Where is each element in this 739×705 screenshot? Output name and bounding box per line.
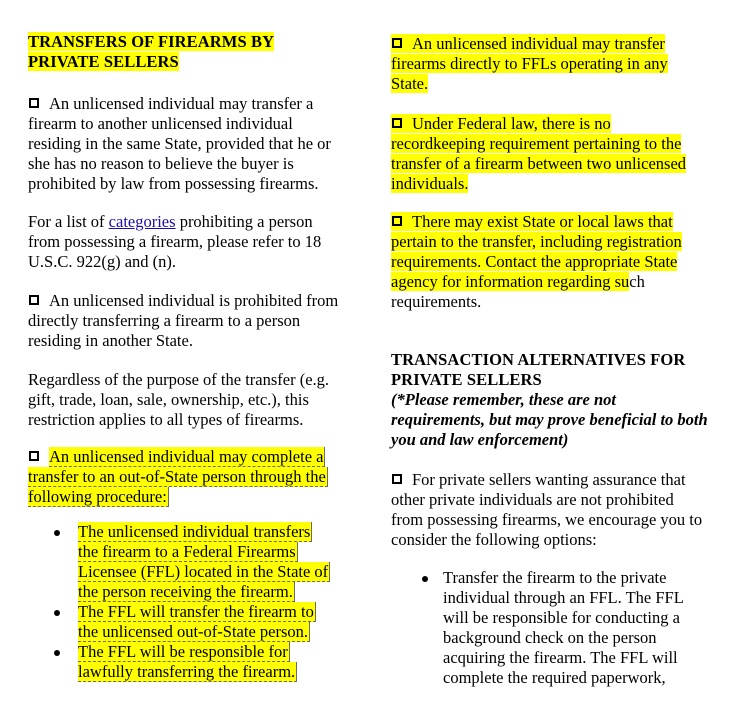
- paragraph-same-state: [28, 94, 340, 194]
- paragraph-text-line: ch: [629, 272, 645, 291]
- bullet-icon: [54, 530, 60, 536]
- paragraph-text-line: An unlicensed individual may complete a: [49, 447, 324, 466]
- list-item: [391, 568, 691, 688]
- paragraph-other-state: [28, 291, 340, 351]
- paragraph-text-line: pertain to the transfer, including registration: [391, 232, 682, 251]
- paragraph-text-line: following procedure:: [28, 487, 167, 506]
- paragraph-text: An unlicensed individual may transfer a firearm to another unlicensed individual residing in the same State, provided that he or she has no reason to believe the buyer is prohibited by law from possessing firearms.: [28, 94, 331, 193]
- heading-line: PRIVATE SELLERS: [391, 370, 542, 389]
- paragraph-text: An unlicensed individual is prohibited from directly transferring a firearm to a person residing in another State.: [28, 291, 339, 350]
- paragraph-text: Regardless of the purpose of the transfer (e.g. gift, trade, loan, sale, ownership, etc.), this restriction applies to all types of firearms.: [28, 370, 330, 429]
- list-item-line: lawfully transferring the firearm.: [78, 662, 296, 681]
- paragraph-state-local-laws: [391, 212, 713, 312]
- bullet-icon: [422, 576, 428, 582]
- list-item: [28, 642, 350, 682]
- heading-line: PRIVATE SELLERS: [28, 52, 179, 71]
- section-heading-transfers: [28, 32, 350, 72]
- paragraph-text: For private sellers wanting assurance that other private individuals are not prohibited from possessing firearms, we encourage you to consider the following options:: [391, 470, 703, 549]
- options-list: [391, 568, 691, 688]
- checkbox-icon: [392, 38, 402, 48]
- paragraph-regardless: [28, 370, 343, 430]
- list-item-line: The unlicensed individual transfers: [78, 522, 311, 541]
- list-item-line: Licensee (FFL) located in the State of: [78, 562, 329, 581]
- categories-link[interactable]: categories: [108, 212, 176, 231]
- paragraph-text: prohibiting a person from possessing a firearm, please refer to 18 U.S.C. 922(g) and (n).: [28, 212, 322, 271]
- paragraph-text-line: There may exist State or local laws that: [412, 212, 673, 231]
- list-item: [28, 522, 350, 602]
- checkbox-icon: [29, 295, 39, 305]
- checkbox-icon: [29, 98, 39, 108]
- checkbox-icon: [392, 216, 402, 226]
- list-item-line: the firearm to a Federal Firearms: [78, 542, 296, 561]
- paragraph-text: Under Federal law, there is no recordkeeping requirement pertaining to the transfer of a firearm between two unlicensed individuals.: [391, 114, 687, 193]
- procedure-list: [28, 522, 350, 682]
- list-item: [28, 602, 350, 642]
- list-item-line: The FFL will be responsible for: [78, 642, 288, 661]
- list-item-text: Transfer the firearm to the private individual through an FFL. The FFL will be responsible for conducting a background check on the person acquiring the firearm. The FFL will complete the required paperwork,: [443, 568, 684, 687]
- paragraph-text: For a list of: [28, 212, 109, 231]
- italic-note: (*Please remember, these are not requirements, but may prove beneficial to both you and law enforcement): [391, 390, 708, 449]
- section-heading-alternatives: [391, 350, 713, 390]
- paragraph-text-line: agency for information regarding su: [391, 272, 630, 291]
- checkbox-icon: [392, 474, 402, 484]
- checkbox-icon: [29, 451, 39, 461]
- list-item-line: the person receiving the firearm.: [78, 582, 293, 601]
- paragraph-text-line: transfer to an out-of-State person through the: [28, 467, 326, 486]
- paragraph-transfer-to-ffl: [391, 34, 689, 94]
- paragraph-text-line: requirements. Contact the appropriate State: [391, 252, 678, 271]
- paragraph-text: An unlicensed individual may transfer firearms directly to FFLs operating in any State.: [391, 34, 668, 93]
- paragraph-procedure: [28, 447, 350, 507]
- list-item-line: The FFL will transfer the firearm to: [78, 602, 314, 621]
- bullet-icon: [54, 610, 60, 616]
- bullet-icon: [54, 650, 60, 656]
- paragraph-categories: [28, 212, 340, 272]
- checkbox-icon: [392, 118, 402, 128]
- list-item-line: the unlicensed out-of-State person.: [78, 622, 309, 641]
- heading-line: TRANSACTION ALTERNATIVES FOR: [391, 350, 686, 369]
- paragraph-private-sellers: [391, 470, 709, 550]
- heading-line: TRANSFERS OF FIREARMS BY: [28, 32, 275, 51]
- paragraph-no-recordkeeping: [391, 114, 703, 194]
- paragraph-text-line: requirements.: [391, 292, 482, 311]
